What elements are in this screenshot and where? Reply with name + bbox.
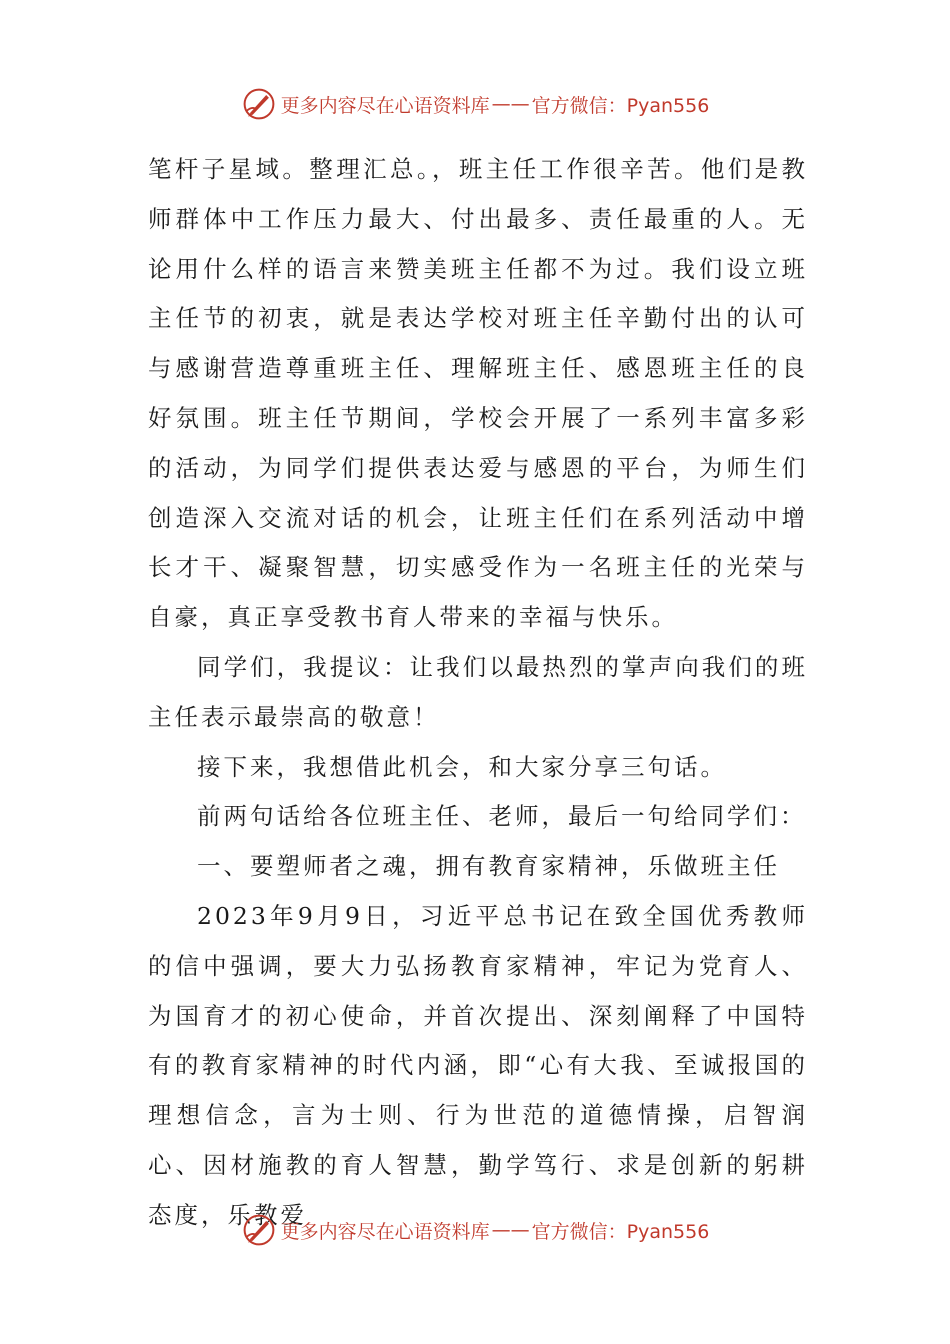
banner-brand-text: 更多内容尽在心语资料库 — [280, 1220, 490, 1243]
quill-pen-logo-icon — [241, 86, 277, 122]
footer-watermark-banner — [0, 1210, 950, 1250]
paragraph-4: 前两句话给各位班主任、老师，最后一句给同学们： — [197, 802, 807, 831]
document-body — [148, 145, 808, 1241]
paragraph-5: 2023年9月9日，习近平总书记在致全国优秀教师的信中强调，要大力弘扬教育家精神，牢记为党育人、为国育才的初心使命，并首次提出、深刻阐释了中国特有的教育家精神的时代内涵，即“心有大我、至诚报国的理想信念，言为士则、行为世范的道德情操，启智润心、因材施教的育人智慧，勤学笃行、求是创新的躬耕态度，乐教爱 — [148, 901, 808, 1229]
quill-pen-logo-icon — [241, 1212, 277, 1248]
banner-separator: —— — [491, 1219, 530, 1241]
banner-separator: —— — [491, 93, 530, 115]
banner-brand-text: 更多内容尽在心语资料库 — [280, 94, 490, 117]
paragraph-3: 接下来，我想借此机会，和大家分享三句话。 — [197, 752, 727, 781]
banner-wechat-text: 官方微信：Pyan556 — [531, 1220, 710, 1243]
paragraph-1: 笔杆子星域。整理汇总。，班主任工作很辛苦。他们是教师群体中工作压力最大、付出最多、责任最重的人。无论用什么样的语言来赞美班主任都不为过。我们设立班主任节的初衷，就是表达学校对班主任辛勤付出的认可与感谢营造尊重班主任、理解班主任、感恩班主任的良好氛围。班主任节期间，学校会开展了一系列丰富多彩的活动，为同学们提供表达爱与感恩的平台，为师生们创造深入交流对话的机会，让班主任们在系列活动中增长才干、凝聚智慧，切实感受作为一名班主任的光荣与自豪，真正享受教书育人带来的幸福与快乐。 — [148, 155, 808, 632]
header-watermark-banner — [0, 84, 950, 124]
banner-wechat-text: 官方微信：Pyan556 — [531, 94, 710, 117]
paragraph-2: 同学们，我提议：让我们以最热烈的掌声向我们的班主任表示最崇高的敬意！ — [148, 652, 808, 731]
section-heading-1: 一、要塑师者之魂，拥有教育家精神，乐做班主任 — [197, 852, 780, 881]
